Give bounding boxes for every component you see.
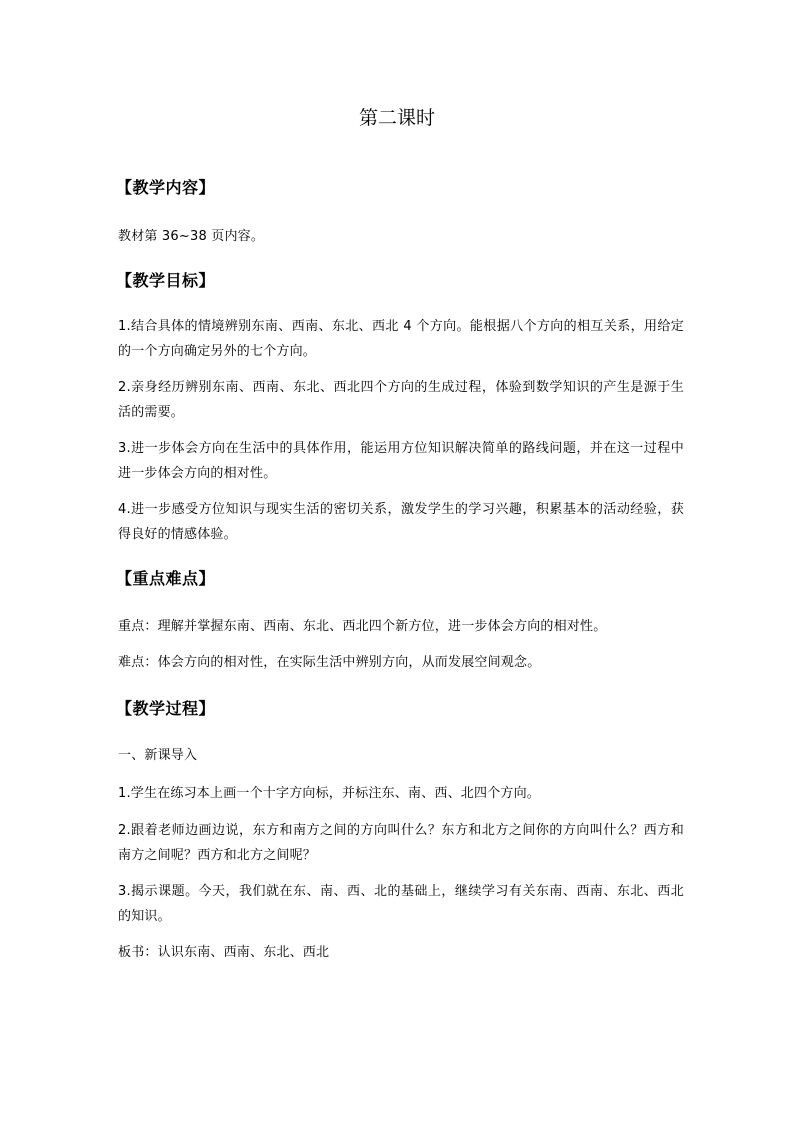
objective-paragraph-4: 4.进一步感受方位知识与现实生活的密切关系，激发学生的学习兴趣，积累基本的活动经验，获得良好的情感体验。	[118, 502, 684, 542]
key-point-paragraph: 重点：理解并掌握东南、西南、东北、西北四个新方位，进一步体会方向的相对性。	[118, 619, 607, 634]
difficulty-paragraph: 难点：体会方向的相对性，在实际生活中辨别方向，从而发展空间观念。	[118, 655, 541, 670]
content-paragraph: 教材第 36~38 页内容。	[118, 229, 265, 244]
section-heading-objectives: 【教学目标】	[116, 271, 216, 290]
process-paragraph-2: 2.跟着老师边画边说，东方和南方之间的方向叫什么？东方和北方之间你的方向叫什么？西方和南方之间呢？西方和北方之间呢？	[118, 823, 684, 863]
blackboard-note: 板书：认识东南、西南、东北、西北	[118, 945, 330, 960]
process-paragraph-3: 3.揭示课题。今天，我们就在东、南、西、北的基础上，继续学习有关东南、西南、东北、西北的知识。	[118, 884, 684, 924]
page-title: 第二课时	[358, 107, 435, 129]
objective-paragraph-2: 2.亲身经历辨别东南、西南、东北、西北四个方向的生成过程，体验到数学知识的产生是源于生活的需要。	[118, 380, 684, 420]
process-paragraph-1: 1.学生在练习本上画一个十字方向标，并标注东、南、西、北四个方向。	[118, 786, 541, 801]
section-heading-content: 【教学内容】	[116, 178, 216, 197]
process-subheading: 一、新课导入	[118, 748, 198, 763]
section-heading-key-points: 【重点难点】	[116, 569, 216, 588]
section-heading-process: 【教学过程】	[116, 699, 216, 718]
objective-paragraph-1: 1.结合具体的情境辨别东南、西南、东北、西北 4 个方向。能根据八个方向的相互关系，用给定的一个方向确定另外的七个方向。	[118, 319, 684, 359]
objective-paragraph-3: 3.进一步体会方向在生活中的具体作用，能运用方位知识解决简单的路线问题，并在这一过程中进一步体会方向的相对性。	[118, 441, 684, 481]
